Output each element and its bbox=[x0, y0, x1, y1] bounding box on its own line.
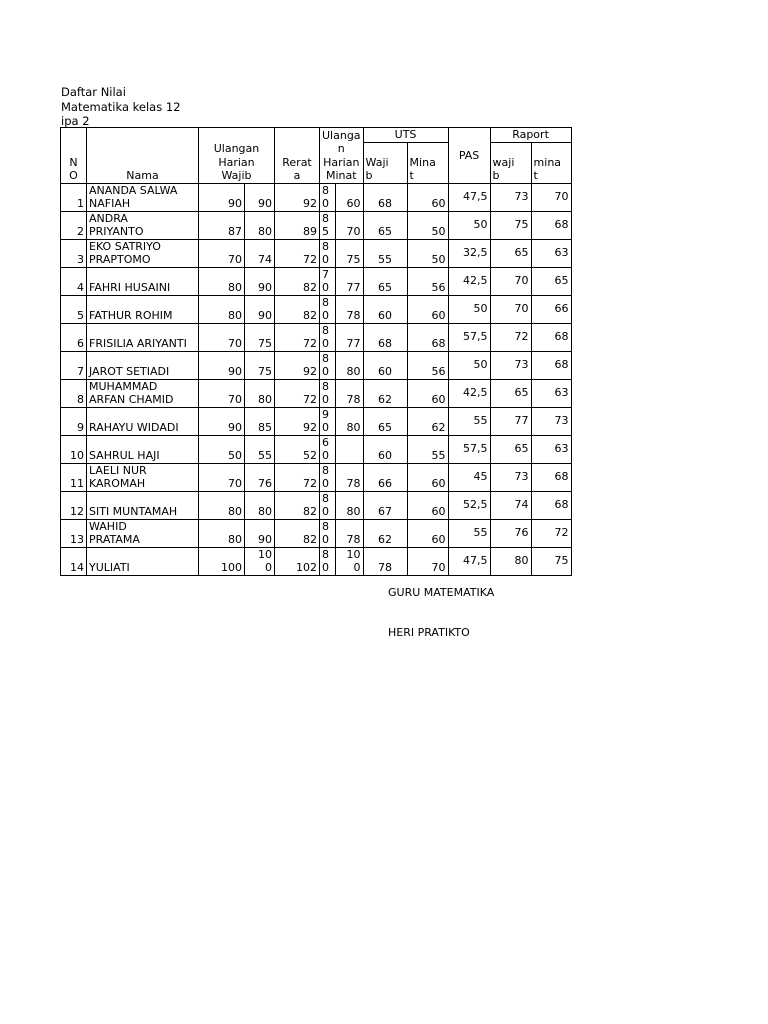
cell-uh-minat-2: 78 bbox=[336, 519, 363, 547]
cell-uh-wajib-1: 90 bbox=[199, 183, 245, 211]
cell-rerata: 72 bbox=[275, 239, 320, 267]
cell-uts-wajib: 65 bbox=[363, 267, 407, 295]
signature-name: HERI PRATIKTO bbox=[388, 626, 470, 639]
cell-nama: FRISILIA ARIYANTI bbox=[87, 323, 199, 351]
cell-raport-minat: 63 bbox=[531, 239, 571, 267]
cell-uts-wajib: 65 bbox=[363, 211, 407, 239]
cell-pas: 42,5 bbox=[448, 379, 490, 407]
cell-raport-wajib: 65 bbox=[490, 435, 531, 463]
cell-rerata: 92 bbox=[275, 183, 320, 211]
cell-uts-wajib: 60 bbox=[363, 351, 407, 379]
cell-uts-wajib: 62 bbox=[363, 379, 407, 407]
cell-raport-minat: 68 bbox=[531, 463, 571, 491]
cell-uh-wajib-1: 80 bbox=[199, 491, 245, 519]
cell-no: 10 bbox=[61, 435, 87, 463]
cell-pas: 47,5 bbox=[448, 183, 490, 211]
cell-uh-minat-2: 75 bbox=[336, 239, 363, 267]
cell-nama: MUHAMMAD ARFAN CHAMID bbox=[87, 379, 199, 407]
cell-uts-wajib: 62 bbox=[363, 519, 407, 547]
header-ulangan-harian-minat: Ulanga n Harian Minat bbox=[320, 128, 364, 184]
cell-raport-minat: 68 bbox=[531, 351, 571, 379]
cell-raport-wajib: 70 bbox=[490, 295, 531, 323]
title-line-3: ipa 2 bbox=[61, 114, 90, 128]
grades-table bbox=[60, 127, 572, 576]
cell-rerata: 52 bbox=[275, 435, 320, 463]
table-row bbox=[61, 435, 572, 463]
cell-raport-wajib: 70 bbox=[490, 267, 531, 295]
cell-raport-minat: 68 bbox=[531, 323, 571, 351]
cell-uh-minat-1: 8 0 bbox=[320, 323, 336, 351]
cell-nama: LAELI NUR KAROMAH bbox=[87, 463, 199, 491]
cell-rerata: 72 bbox=[275, 463, 320, 491]
cell-uh-wajib-2: 80 bbox=[245, 379, 275, 407]
cell-uh-wajib-1: 70 bbox=[199, 379, 245, 407]
cell-raport-minat: 63 bbox=[531, 379, 571, 407]
cell-uh-wajib-1: 80 bbox=[199, 519, 245, 547]
cell-uh-minat-1: 7 0 bbox=[320, 267, 336, 295]
cell-uts-minat: 50 bbox=[407, 239, 448, 267]
cell-no: 14 bbox=[61, 547, 87, 575]
cell-uh-wajib-2: 55 bbox=[245, 435, 275, 463]
table-row bbox=[61, 491, 572, 519]
cell-uts-wajib: 68 bbox=[363, 183, 407, 211]
header-raport: Raport bbox=[490, 128, 571, 143]
cell-nama: FAHRI HUSAINI bbox=[87, 267, 199, 295]
cell-uts-minat: 60 bbox=[407, 379, 448, 407]
cell-raport-wajib: 73 bbox=[490, 463, 531, 491]
cell-nama: RAHAYU WIDADI bbox=[87, 407, 199, 435]
cell-uh-minat-1: 8 0 bbox=[320, 183, 336, 211]
cell-raport-minat: 66 bbox=[531, 295, 571, 323]
cell-uts-minat: 60 bbox=[407, 463, 448, 491]
cell-no: 7 bbox=[61, 351, 87, 379]
cell-uts-minat: 62 bbox=[407, 407, 448, 435]
cell-raport-wajib: 76 bbox=[490, 519, 531, 547]
cell-nama: SITI MUNTAMAH bbox=[87, 491, 199, 519]
cell-uh-minat-2: 80 bbox=[336, 491, 363, 519]
cell-pas: 52,5 bbox=[448, 491, 490, 519]
cell-uh-wajib-2: 76 bbox=[245, 463, 275, 491]
header-ulangan-harian-wajib: Ulangan Harian Wajib bbox=[199, 128, 275, 184]
cell-raport-minat: 63 bbox=[531, 435, 571, 463]
cell-uh-wajib-2: 74 bbox=[245, 239, 275, 267]
cell-rerata: 82 bbox=[275, 295, 320, 323]
cell-pas: 42,5 bbox=[448, 267, 490, 295]
cell-uts-wajib: 66 bbox=[363, 463, 407, 491]
cell-uh-minat-1: 8 0 bbox=[320, 351, 336, 379]
cell-uts-minat: 60 bbox=[407, 183, 448, 211]
cell-raport-minat: 68 bbox=[531, 211, 571, 239]
cell-raport-wajib: 65 bbox=[490, 239, 531, 267]
table-row bbox=[61, 183, 572, 211]
cell-uts-wajib: 55 bbox=[363, 239, 407, 267]
cell-uh-wajib-2: 80 bbox=[245, 211, 275, 239]
cell-uh-minat-2: 78 bbox=[336, 463, 363, 491]
cell-rerata: 82 bbox=[275, 519, 320, 547]
cell-uh-wajib-2: 10 0 bbox=[245, 547, 275, 575]
cell-uh-wajib-2: 75 bbox=[245, 323, 275, 351]
cell-rerata: 92 bbox=[275, 407, 320, 435]
cell-raport-minat: 70 bbox=[531, 183, 571, 211]
table-row bbox=[61, 547, 572, 575]
cell-uh-wajib-1: 90 bbox=[199, 407, 245, 435]
header-nama: Nama bbox=[87, 128, 199, 184]
header-no: N O bbox=[61, 128, 87, 184]
cell-raport-minat: 72 bbox=[531, 519, 571, 547]
header-pas: PAS bbox=[448, 128, 490, 184]
cell-pas: 57,5 bbox=[448, 323, 490, 351]
cell-uh-wajib-2: 90 bbox=[245, 183, 275, 211]
cell-pas: 57,5 bbox=[448, 435, 490, 463]
table-row bbox=[61, 323, 572, 351]
cell-raport-wajib: 75 bbox=[490, 211, 531, 239]
cell-uh-wajib-1: 80 bbox=[199, 295, 245, 323]
cell-uts-minat: 60 bbox=[407, 519, 448, 547]
table-row bbox=[61, 211, 572, 239]
cell-no: 9 bbox=[61, 407, 87, 435]
cell-uh-minat-2: 70 bbox=[336, 211, 363, 239]
cell-uh-wajib-1: 80 bbox=[199, 267, 245, 295]
cell-uh-wajib-2: 90 bbox=[245, 295, 275, 323]
cell-uh-minat-2: 60 bbox=[336, 183, 363, 211]
cell-nama: SAHRUL HAJI bbox=[87, 435, 199, 463]
cell-raport-minat: 75 bbox=[531, 547, 571, 575]
cell-uh-wajib-1: 70 bbox=[199, 239, 245, 267]
cell-rerata: 72 bbox=[275, 323, 320, 351]
header-uts: UTS bbox=[363, 128, 448, 143]
cell-pas: 55 bbox=[448, 407, 490, 435]
cell-raport-wajib: 73 bbox=[490, 183, 531, 211]
cell-uts-wajib: 65 bbox=[363, 407, 407, 435]
cell-uh-wajib-2: 90 bbox=[245, 267, 275, 295]
cell-uh-minat-1: 8 0 bbox=[320, 547, 336, 575]
table-row bbox=[61, 463, 572, 491]
cell-uh-minat-1: 6 0 bbox=[320, 435, 336, 463]
cell-uts-wajib: 60 bbox=[363, 295, 407, 323]
document-title bbox=[61, 85, 181, 129]
cell-nama: YULIATI bbox=[87, 547, 199, 575]
cell-uts-minat: 56 bbox=[407, 351, 448, 379]
cell-pas: 50 bbox=[448, 295, 490, 323]
cell-uh-minat-1: 8 0 bbox=[320, 491, 336, 519]
cell-uh-minat-2: 78 bbox=[336, 379, 363, 407]
cell-uh-wajib-1: 70 bbox=[199, 323, 245, 351]
cell-pas: 47,5 bbox=[448, 547, 490, 575]
cell-uh-minat-1: 8 0 bbox=[320, 239, 336, 267]
cell-uh-minat-1: 8 0 bbox=[320, 463, 336, 491]
cell-uh-minat-1: 8 0 bbox=[320, 295, 336, 323]
cell-uh-wajib-2: 85 bbox=[245, 407, 275, 435]
cell-pas: 45 bbox=[448, 463, 490, 491]
title-line-2: Matematika kelas 12 bbox=[61, 99, 181, 114]
table-row bbox=[61, 239, 572, 267]
cell-uh-wajib-1: 90 bbox=[199, 351, 245, 379]
table-row bbox=[61, 379, 572, 407]
cell-uts-minat: 68 bbox=[407, 323, 448, 351]
cell-uh-minat-2: 77 bbox=[336, 323, 363, 351]
cell-uts-minat: 60 bbox=[407, 295, 448, 323]
cell-uh-wajib-2: 90 bbox=[245, 519, 275, 547]
cell-uh-minat-2: 77 bbox=[336, 267, 363, 295]
cell-uh-wajib-1: 100 bbox=[199, 547, 245, 575]
cell-uts-minat: 50 bbox=[407, 211, 448, 239]
cell-no: 11 bbox=[61, 463, 87, 491]
cell-rerata: 92 bbox=[275, 351, 320, 379]
cell-raport-wajib: 65 bbox=[490, 379, 531, 407]
cell-uts-wajib: 68 bbox=[363, 323, 407, 351]
cell-nama: FATHUR ROHIM bbox=[87, 295, 199, 323]
cell-pas: 50 bbox=[448, 211, 490, 239]
cell-uh-minat-1: 8 5 bbox=[320, 211, 336, 239]
cell-nama: JAROT SETIADI bbox=[87, 351, 199, 379]
cell-rerata: 82 bbox=[275, 491, 320, 519]
cell-uh-wajib-2: 80 bbox=[245, 491, 275, 519]
cell-rerata: 72 bbox=[275, 379, 320, 407]
cell-no: 3 bbox=[61, 239, 87, 267]
cell-raport-wajib: 74 bbox=[490, 491, 531, 519]
cell-no: 13 bbox=[61, 519, 87, 547]
cell-uts-minat: 55 bbox=[407, 435, 448, 463]
cell-no: 4 bbox=[61, 267, 87, 295]
cell-uh-wajib-2: 75 bbox=[245, 351, 275, 379]
cell-rerata: 89 bbox=[275, 211, 320, 239]
cell-raport-wajib: 77 bbox=[490, 407, 531, 435]
cell-raport-wajib: 72 bbox=[490, 323, 531, 351]
cell-uts-wajib: 78 bbox=[363, 547, 407, 575]
header-uts-minat: Mina t bbox=[407, 142, 448, 183]
cell-nama: WAHID PRATAMA bbox=[87, 519, 199, 547]
header-uts-wajib: Waji b bbox=[363, 142, 407, 183]
cell-no: 6 bbox=[61, 323, 87, 351]
cell-raport-minat: 68 bbox=[531, 491, 571, 519]
cell-uh-minat-2: 78 bbox=[336, 295, 363, 323]
cell-raport-wajib: 80 bbox=[490, 547, 531, 575]
header-raport-wajib: waji b bbox=[490, 142, 531, 183]
grades-body bbox=[61, 183, 572, 575]
cell-uts-wajib: 60 bbox=[363, 435, 407, 463]
cell-uts-wajib: 67 bbox=[363, 491, 407, 519]
cell-pas: 50 bbox=[448, 351, 490, 379]
cell-uh-wajib-1: 50 bbox=[199, 435, 245, 463]
cell-raport-minat: 73 bbox=[531, 407, 571, 435]
cell-uh-wajib-1: 87 bbox=[199, 211, 245, 239]
cell-uts-minat: 56 bbox=[407, 267, 448, 295]
signature-role: GURU MATEMATIKA bbox=[388, 586, 495, 599]
cell-no: 12 bbox=[61, 491, 87, 519]
title-line-1: Daftar Nilai bbox=[61, 85, 126, 99]
cell-uh-minat-2: 10 0 bbox=[336, 547, 363, 575]
cell-nama: EKO SATRIYO PRAPTOMO bbox=[87, 239, 199, 267]
table-row bbox=[61, 519, 572, 547]
cell-uh-wajib-1: 70 bbox=[199, 463, 245, 491]
cell-uh-minat-1: 8 0 bbox=[320, 519, 336, 547]
cell-pas: 32,5 bbox=[448, 239, 490, 267]
cell-nama: ANANDA SALWA NAFIAH bbox=[87, 183, 199, 211]
table-row bbox=[61, 407, 572, 435]
table-row bbox=[61, 267, 572, 295]
cell-uh-minat-1: 8 0 bbox=[320, 379, 336, 407]
cell-rerata: 82 bbox=[275, 267, 320, 295]
cell-no: 5 bbox=[61, 295, 87, 323]
cell-uh-minat-2 bbox=[336, 435, 363, 463]
cell-pas: 55 bbox=[448, 519, 490, 547]
header-raport-minat: mina t bbox=[531, 142, 571, 183]
cell-no: 1 bbox=[61, 183, 87, 211]
cell-raport-minat: 65 bbox=[531, 267, 571, 295]
table-row bbox=[61, 351, 572, 379]
cell-uh-minat-2: 80 bbox=[336, 351, 363, 379]
cell-no: 8 bbox=[61, 379, 87, 407]
cell-raport-wajib: 73 bbox=[490, 351, 531, 379]
cell-uh-minat-1: 9 0 bbox=[320, 407, 336, 435]
cell-nama: ANDRA PRIYANTO bbox=[87, 211, 199, 239]
cell-uh-minat-2: 80 bbox=[336, 407, 363, 435]
cell-rerata: 102 bbox=[275, 547, 320, 575]
cell-uts-minat: 60 bbox=[407, 491, 448, 519]
table-row bbox=[61, 295, 572, 323]
cell-no: 2 bbox=[61, 211, 87, 239]
cell-uts-minat: 70 bbox=[407, 547, 448, 575]
header-rerata: Rerat a bbox=[275, 128, 320, 184]
